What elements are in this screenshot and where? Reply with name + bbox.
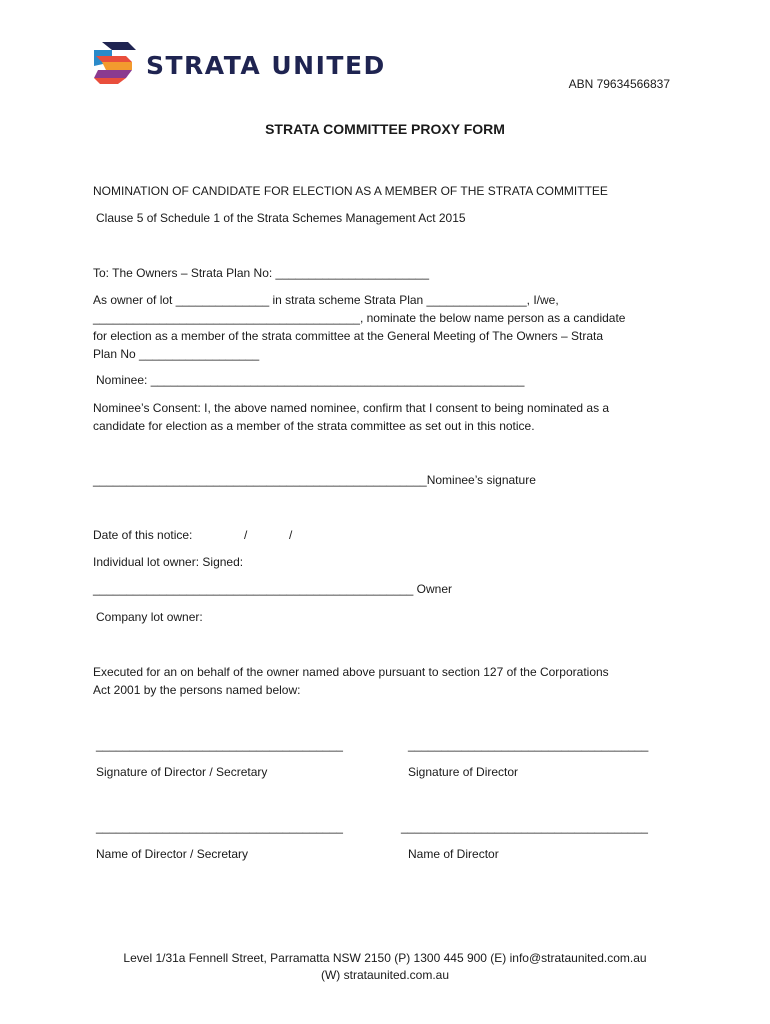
- name-line-director: _____________________________________: [401, 820, 648, 834]
- name-label-director-secretary: Name of Director / Secretary: [96, 847, 249, 861]
- abn-number: ABN 79634566837: [568, 77, 670, 91]
- consent-line: candidate for election as a member of the strata committee as set out in this notice.: [93, 419, 535, 433]
- executed-line: Act 2001 by the persons named below:: [93, 683, 301, 697]
- footer-address: Level 1/31a Fennell Street, Parramatta NSW 2150 (P) 1300 445 900 (E) info@strataunited.com.au: [123, 951, 647, 965]
- clause-reference: Clause 5 of Schedule 1 of the Strata Schemes Management Act 2015: [96, 211, 466, 225]
- owner-paragraph-line: Plan No __________________: [93, 347, 260, 361]
- signature-label-director-secretary: Signature of Director / Secretary: [96, 765, 268, 779]
- owner-signature-line: ________________________________________________ Owner: [93, 582, 453, 596]
- executed-paragraph: [93, 663, 673, 699]
- owner-paragraph: [93, 291, 673, 363]
- executed-line: Executed for an on behalf of the owner named above pursuant to section 127 of the Corporations: [93, 665, 609, 679]
- nomination-heading: NOMINATION OF CANDIDATE FOR ELECTION AS A MEMBER OF THE STRATA COMMITTEE: [93, 184, 608, 198]
- logo-mark-icon: [92, 40, 138, 86]
- name-line-director-secretary: _____________________________________: [96, 820, 343, 834]
- date-separator: /: [289, 528, 293, 542]
- date-label: Date of this notice:: [93, 528, 193, 542]
- name-label-director: Name of Director: [408, 847, 499, 861]
- brand-name: STRATA UNITED: [146, 51, 386, 80]
- owner-paragraph-line: As owner of lot ______________ in strata scheme Strata Plan _______________, I/we,: [93, 293, 559, 307]
- nominee-consent: [93, 399, 673, 435]
- page-title: STRATA COMMITTEE PROXY FORM: [265, 121, 505, 137]
- signature-line-director: ____________________________________: [408, 738, 649, 752]
- individual-owner-label: Individual lot owner: Signed:: [93, 555, 244, 569]
- consent-line: Nominee’s Consent: I, the above named nominee, confirm that I consent to being nominated as a: [93, 401, 610, 415]
- owner-paragraph-line: for election as a member of the strata committee at the General Meeting of The Owners – Strata: [93, 329, 604, 343]
- owner-paragraph-line: ________________________________________, nominate the below name person as a candidate: [93, 311, 626, 325]
- company-logo: [92, 40, 402, 88]
- signature-label-director: Signature of Director: [408, 765, 519, 779]
- nominee-field: Nominee: ________________________________________________________: [96, 373, 525, 387]
- to-owners-line: To: The Owners – Strata Plan No: _______________________: [93, 266, 430, 280]
- nominee-signature-line: __________________________________________________Nominee’s signature: [93, 473, 536, 487]
- footer-website: (W) strataunited.com.au: [320, 968, 450, 982]
- signature-line-director-secretary: _____________________________________: [96, 738, 343, 752]
- date-separator: /: [244, 528, 248, 542]
- company-owner-label: Company lot owner:: [96, 610, 203, 624]
